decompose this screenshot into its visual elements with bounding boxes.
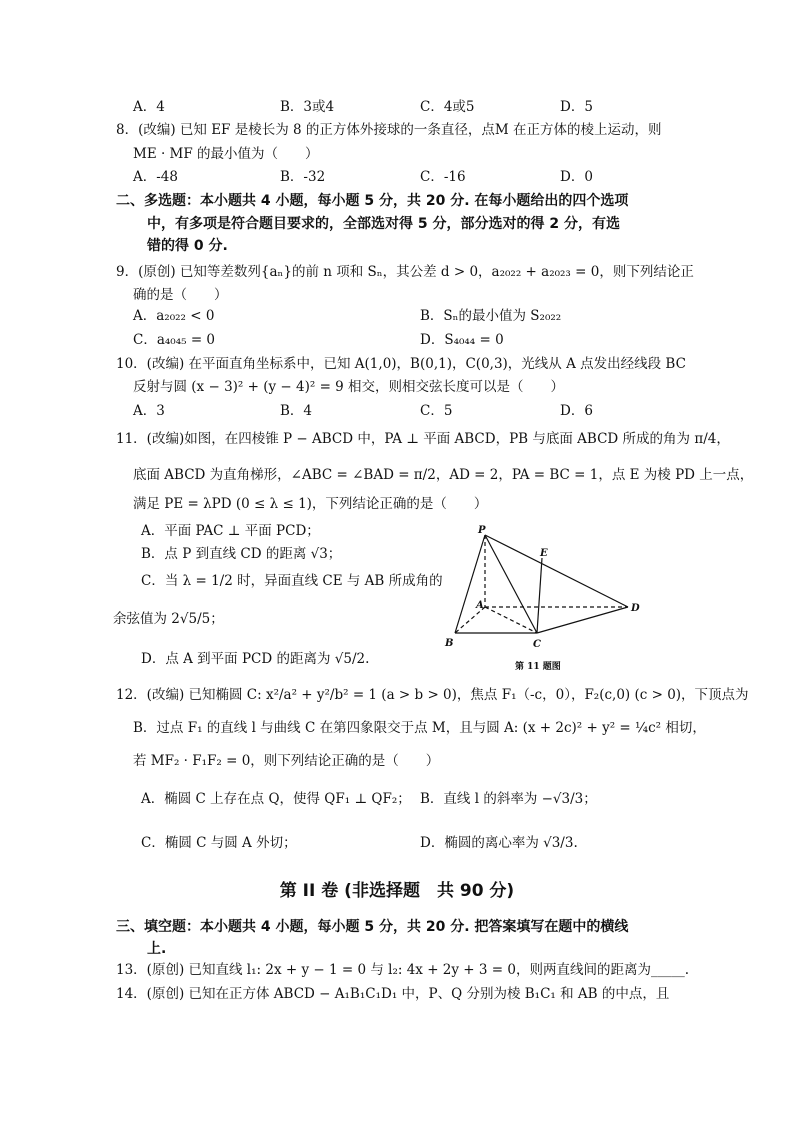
edge-pd xyxy=(485,535,628,607)
q11-stem-line3: 满足 PE = λPD (0 ≤ λ ≤ 1)，下列结论正确的是（ ） xyxy=(133,496,488,512)
section2-header-line2: 中，有多项是符合题目要求的，全部选对得 5 分，部分选对的得 2 分，有选 xyxy=(147,216,620,232)
part2-title: 第 II 卷 (非选择题 共 90 分) xyxy=(279,881,515,901)
edge-ac xyxy=(485,607,537,633)
q11-option-c-line1: C．当 λ = 1/2 时，异面直线 CE 与 AB 所成角的 xyxy=(141,573,443,589)
q13-stem: 13．(原创) 已知直线 l₁: 2x + y − 1 = 0 与 l₂: 4x + 2y + 3 = 0，则两直线间的距离为_____. xyxy=(116,962,690,978)
q10-stem-line1: 10．(改编) 在平面直角坐标系中，已知 A(1,0)，B(0,1)，C(0,3)，光线从 A 点发出经线段 BC xyxy=(116,356,686,372)
q12-stem-line1: 12．(改编) 已知椭圆 C: x²/a² + y²/b² = 1 (a > b > 0)，焦点 F₁（-c，0），F₂(c,0) (c > 0)，下顶点为 xyxy=(116,687,749,703)
edge-cd xyxy=(537,607,628,633)
q10-option-d: D．6 xyxy=(560,403,593,419)
label-a: A xyxy=(476,600,484,611)
edge-pb xyxy=(455,535,485,633)
q11-stem-line1: 11．(改编)如图，在四棱锥 P − ABCD 中，PA ⊥ 平面 ABCD，PB 与底面 ABCD 所成的角为 π/4， xyxy=(116,431,730,447)
q7-option-d: D．5 xyxy=(560,99,593,115)
q9-option-c: C．a₄₀₄₅ = 0 xyxy=(133,332,216,348)
q9-option-b: B．Sₙ的最小值为 S₂₀₂₂ xyxy=(420,308,562,324)
q10-option-a: A．3 xyxy=(133,403,165,419)
q8-option-a: A．-48 xyxy=(133,169,178,185)
q9-stem-line2: 确的是（ ） xyxy=(133,287,228,303)
edge-pc xyxy=(485,535,537,633)
q11-option-a: A．平面 PAC ⊥ 平面 PCD； xyxy=(141,523,320,539)
q9-option-d: D．S₄₀₄₄ = 0 xyxy=(420,332,504,348)
q7-option-a: A．4 xyxy=(133,99,165,115)
q8-option-b: B．-32 xyxy=(280,169,326,185)
q14-stem: 14．(原创) 已知在正方体 ABCD − A₁B₁C₁D₁ 中，P、Q 分别为棱 B₁C₁ 和 AB 的中点，且 xyxy=(116,986,670,1002)
q12-option-d: D．椭圆的离心率为 √3/3. xyxy=(420,835,578,851)
q12-option-b: B．直线 l 的斜率为 −√3/3； xyxy=(420,791,597,807)
q7-option-b: B．3或4 xyxy=(280,99,335,115)
q12-option-a: A．椭圆 C 上存在点 Q，使得 QF₁ ⊥ QF₂； xyxy=(141,791,411,807)
q9-stem-line1: 9．(原创) 已知等差数列{aₙ}的前 n 项和 Sₙ，其公差 d > 0，a₂₀₂₂ + a₂₀₂₃ = 0，则下列结论正 xyxy=(116,264,694,280)
section3-header-line2: 上. xyxy=(147,941,167,957)
figure-caption: 第 11 题图 xyxy=(515,662,561,672)
label-b: B xyxy=(445,638,454,649)
label-p: P xyxy=(478,525,486,536)
q8-option-d: D．0 xyxy=(560,169,593,185)
label-c: C xyxy=(533,639,541,650)
q10-stem-line2: 反射与圆 (x − 3)² + (y − 4)² = 9 相交，则相交弦长度可以是（ ） xyxy=(133,379,565,395)
label-e: E xyxy=(540,548,548,559)
q9-option-a: A．a₂₀₂₂ < 0 xyxy=(133,308,215,324)
q8-stem-line1: 8．(改编) 已知 EF 是棱长为 8 的正方体外接球的一条直径，点M 在正方体的棱上运动，则 xyxy=(116,122,662,138)
q11-option-b: B．点 P 到直线 CD 的距离 √3； xyxy=(141,546,342,562)
edge-ce xyxy=(537,558,542,633)
q8-option-c: C．-16 xyxy=(420,169,466,185)
section3-header-line1: 三、填空题：本小题共 4 小题，每小题 5 分，共 20 分. 把答案填写在题中的横线 xyxy=(116,919,629,935)
q7-option-c: C．4或5 xyxy=(420,99,475,115)
q12-stem-line3: 若 MF₂ · F₁F₂ = 0，则下列结论正确的是（ ） xyxy=(133,753,440,769)
q12-stem-line2: B．过点 F₁ 的直线 l 与曲线 C 在第四象限交于点 M，且与圆 A: (x + 2c)² + y² = ¼c² 相切， xyxy=(133,720,706,736)
section2-header-line1: 二、多选题：本小题共 4 小题，每小题 5 分，共 20 分. 在每小题给出的四个选项 xyxy=(116,193,629,209)
q11-option-d: D．点 A 到平面 PCD 的距离为 √5/2. xyxy=(141,651,370,667)
q11-pyramid-figure xyxy=(440,520,650,675)
q12-option-c: C．椭圆 C 与圆 A 外切； xyxy=(141,835,297,851)
label-d: D xyxy=(631,603,640,614)
q10-option-c: C．5 xyxy=(420,403,453,419)
q11-option-c-line2: 余弦值为 2√5/5； xyxy=(113,611,224,627)
q11-stem-line2: 底面 ABCD 为直角梯形，∠ABC = ∠BAD = π/2，AD = 2，PA = BC = 1，点 E 为棱 PD 上一点， xyxy=(133,467,754,483)
section2-header-line3: 错的得 0 分. xyxy=(147,238,228,254)
q10-option-b: B．4 xyxy=(280,403,313,419)
q8-stem-line2: ME · MF 的最小值为（ ） xyxy=(133,146,319,162)
